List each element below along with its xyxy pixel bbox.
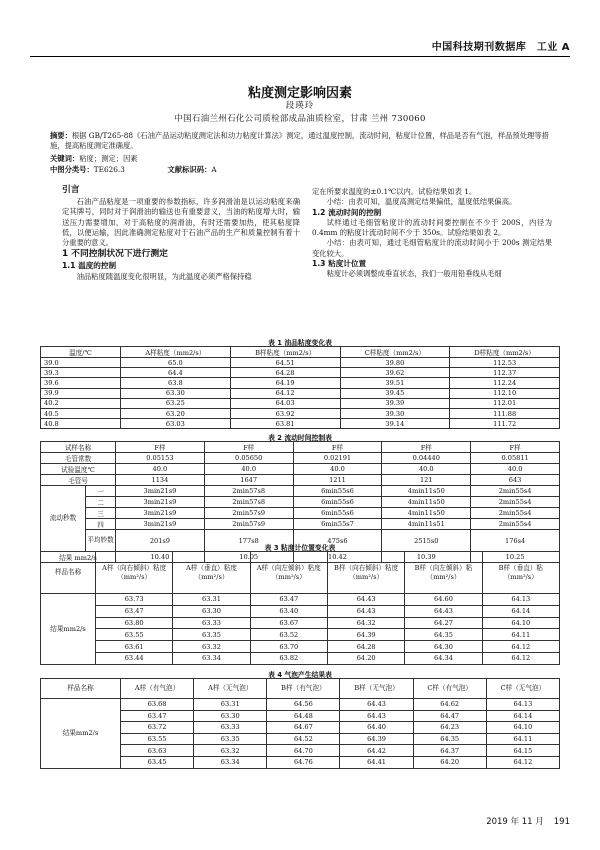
table3-header-row [41,552,560,594]
table1-cell: 63.20 [121,408,231,418]
section-1-1-text: 油品粘度随温度变化很明显，为此温度必须严格保持稳 [76,271,252,281]
table3-cell: 64.27 [405,617,482,629]
table3-cell: 63.61 [96,641,173,653]
table2-header-cell: F样 [204,442,293,453]
table2-cell: 3min21s9 [116,508,205,519]
table3-cell: 63.32 [173,641,250,653]
table1-header-cell: D样粘度（mm2/s） [450,347,560,358]
table1-cell: 112.10 [450,388,560,398]
table2-cell: 2515s0 [382,530,471,552]
table4-header-row [41,679,560,699]
table2-cell: 6min55s6 [293,508,382,519]
table2-cell: 10.40 [116,552,205,563]
table1-cell: 63.03 [121,419,231,429]
table1-cell: 39.9 [41,388,121,398]
section-1-2-summary: 小结：由表可知，通过毛细管粘度计的流动时间小于 200s 测定结果变化较大。 [312,238,552,258]
table3-cell: 63.73 [96,594,173,606]
table1-cell: 39.51 [340,378,450,388]
table1-cell: 39.30 [340,408,450,418]
table2-caption: 表 2 流动时间控制表 [268,434,332,442]
keywords [50,154,555,164]
table3-row [41,594,560,606]
table4-cell: 64.43 [340,710,413,722]
keywords-label: 关键词： [50,154,80,163]
table1-cell: 64.4 [121,368,231,378]
table4-cell: 64.14 [486,710,559,722]
table4-cell: 64.35 [413,733,486,745]
table4-cell: 63.72 [121,722,194,734]
table3-cell: 64.43 [327,605,404,617]
table4-header-cell: B样（无气泡） [340,679,413,699]
table2-cell: 40.0 [471,464,560,475]
table1-caption: 表 1 油品粘度变化表 [268,339,332,347]
doc-value: A [211,165,217,174]
table4-row-label: 结果mm2/s [41,699,121,769]
table3-cell: 63.33 [173,617,250,629]
table4-cell: 63.34 [194,756,267,768]
table3-row [41,605,560,617]
table2-flow-row [41,486,560,497]
table4-header-cell: C样（无气泡） [486,679,559,699]
table4-cell: 64.40 [340,722,413,734]
table3-header-cell: A样（向左倾斜）粘度（mm²/s） [250,552,327,594]
table2-cell: 475s6 [293,530,382,552]
table1-cell: 64.28 [230,368,340,378]
table1-cell: 112.37 [450,368,560,378]
table1-cell: 39.14 [340,419,450,429]
table3-cell: 63.67 [250,617,327,629]
table2-cell: 3min21s9 [116,486,205,497]
table3-cell: 64.14 [482,605,559,617]
table2-cell: 40.0 [116,464,205,475]
journal-header: 中国科技期刊数据库 工业 A [431,42,570,53]
table3-cell: 63.31 [173,594,250,606]
table2-cell: 10.25 [471,552,560,563]
table1-cell: 40.5 [41,408,121,418]
table4-cell: 64.20 [413,756,486,768]
table1-cell: 39.0 [41,358,121,368]
table1-cell: 64.12 [230,388,340,398]
table1-row [41,358,560,368]
table4-cell: 63.35 [194,733,267,745]
table3-cell: 64.43 [327,594,404,606]
table2-cell: 2min57s9 [204,519,293,530]
table3-header-cell: A样（向右倾斜）粘度（mm²/s） [96,552,173,594]
doc-label: 文献标识码： [167,165,212,174]
table3-cell: 64.12 [482,652,559,664]
table1-cell: 63.92 [230,408,340,418]
table3-cell: 64.11 [482,629,559,641]
table3-header-cell: B样（垂直）粘（mm²/s） [482,552,559,594]
table3 [40,551,560,665]
table4-cell: 64.41 [340,756,413,768]
table2-cell: 201s9 [116,530,205,552]
table3-cell: 64.60 [405,594,482,606]
table2-flow-row [41,519,560,530]
table4-cell: 64.76 [267,756,340,768]
table3-row-label: 结果mm2/s [41,594,96,665]
table2-flow-row [41,497,560,508]
table1-row [41,419,560,429]
table2-cell: 6min55s6 [293,486,382,497]
table4-header-cell: C样（有气泡） [413,679,486,699]
table2-cell: 2min57s8 [204,497,293,508]
table1-cell: 39.3 [41,368,121,378]
table3-cell: 63.30 [173,605,250,617]
section-1-3-heading: 1.3 粘度计位置 [312,259,367,269]
table2-header-cell: 试样名称 [41,442,116,453]
table4 [40,678,560,769]
table4-cell: 64.10 [486,722,559,734]
table1-cell: 39.80 [340,358,450,368]
table1-header-cell: 温度/℃ [41,347,121,358]
table2-cell: 3min21s9 [116,497,205,508]
table3-cell: 64.32 [327,617,404,629]
table4-cell: 64.15 [486,745,559,757]
table3-cell: 63.47 [250,594,327,606]
table3-header-cell: B样（向右倾斜）粘度（mm²/s） [327,552,404,594]
table3-row [41,629,560,641]
intro-heading: 引言 [62,185,80,195]
table1 [40,346,560,429]
table3-row [41,617,560,629]
table2-flow-sub: 二 [86,497,116,508]
table2-header-row [41,442,560,453]
table2-cell: 6min55s6 [293,497,382,508]
abstract [50,131,555,150]
table1-cell: 112.53 [450,358,560,368]
table3-cell: 63.70 [250,641,327,653]
table2-cell: 1211 [293,475,382,486]
table2-cell: 6min55s7 [293,519,382,530]
table1-cell: 39.39 [340,398,450,408]
table3-cell: 63.47 [96,605,173,617]
table2-cell: 2min57s8 [204,486,293,497]
table1-cell: 40.2 [41,398,121,408]
right-column [312,187,552,280]
table3-header-cell: A样（垂直）粘度（mm²/s） [173,552,250,594]
table1-row [41,378,560,388]
table3-cell: 64.20 [327,652,404,664]
table2-flow-sub: 一 [86,486,116,497]
table2-label-cell: 毛管常数 [41,453,116,464]
table2-cell: 10.05 [204,552,293,563]
table2-cell: 10.42 [293,552,382,563]
table2-avg-label: 平均妙数 [86,530,116,552]
table1-row [41,398,560,408]
table4-cell: 63.45 [121,756,194,768]
table3-caption: 表 3 粘度计位置变化表 [264,544,336,552]
table1-cell: 63.30 [121,388,231,398]
table2-cell: 176s4 [471,530,560,552]
table2-flow-sub: 三 [86,508,116,519]
table3-cell: 63.82 [250,652,327,664]
table1-row [41,388,560,398]
table1-cell: 112.24 [450,378,560,388]
table3-row [41,652,560,664]
table3-row [41,641,560,653]
table1-cell: 39.62 [340,368,450,378]
table3-cell: 63.34 [173,652,250,664]
table4-header-cell: 样品名称 [41,679,121,699]
table1-cell: 39.45 [340,388,450,398]
table4-cell: 63.63 [121,745,194,757]
table4-cell: 64.13 [486,699,559,711]
table2-cell: 4min11s50 [382,486,471,497]
table2-cell: 3min21s9 [116,519,205,530]
table4-cell: 64.11 [486,733,559,745]
table1-cell: 63.81 [230,419,340,429]
table3-cell: 64.43 [405,605,482,617]
table2-header-cell: F样 [116,442,205,453]
table2-header-cell: F样 [471,442,560,453]
table4-cell: 64.12 [486,756,559,768]
table2-cell: 643 [471,475,560,486]
table3-cell: 64.39 [327,629,404,641]
table3-cell: 63.52 [250,629,327,641]
table1-cell: 111.72 [450,419,560,429]
table4-header-cell: A样（有气泡） [121,679,194,699]
table1-cell: 64.51 [230,358,340,368]
table4-cell: 64.23 [413,722,486,734]
table1-cell: 64.03 [230,398,340,408]
table2-cell: 1134 [116,475,205,486]
table3-header-cell: 样品名称 [41,552,96,594]
table4-cell: 63.55 [121,733,194,745]
table2-cell: 1647 [204,475,293,486]
table2-row [41,475,560,486]
table3-cell: 64.28 [327,641,404,653]
table1-row [41,368,560,378]
table2-cell: 0.05650 [204,453,293,464]
table4-cell: 64.56 [267,699,340,711]
table2-header-cell: F样 [382,442,471,453]
table1-cell: 111.88 [450,408,560,418]
table1-cell: 63.25 [121,398,231,408]
section-1-2-heading: 1.2 流动时间的控制 [312,207,382,217]
table4-cell: 64.62 [413,699,486,711]
table1-cell: 40.8 [41,419,121,429]
table2-row [41,453,560,464]
table1-header-cell: B样粘度（mm2/s） [230,347,340,358]
table3-header-cell: B样（向左倾斜）粘（mm²/s） [405,552,482,594]
abstract-label: 摘要： [50,131,72,140]
table2-cell: 2min55s4 [471,508,560,519]
table3-cell: 63.44 [96,652,173,664]
table2-cell: 40.0 [204,464,293,475]
intro-text: 石油产品粘度是一项重要的参数指标，许多润滑油是以运动粘度来确定其牌号，同时对于润滑油的输送也有重要意义，当油的粘度增大时，输送压力需要增加，对于高粘度的润滑油，有时还需要加热，使其粘度降低，以便运输，因此准确测定粘度对于石油产品的生产和质量控制有着十分重要的意义。 [62,197,300,248]
table2-cell: 4min11s50 [382,497,471,508]
table2-cell: 10.39 [382,552,471,563]
table4-cell: 64.52 [267,733,340,745]
table4-cell: 63.31 [194,699,267,711]
table2-result-label: 结果 mm2/s [41,552,116,563]
table4-cell: 64.37 [413,745,486,757]
table1-cell: 112.01 [450,398,560,408]
issue-date: 2019 年 11 月 [486,817,544,827]
table4-caption: 表 4 气泡产生结果表 [268,671,332,679]
table4-cell: 63.30 [194,710,267,722]
abstract-text: 根据 GB/T265-88《石油产品运动粘度测定法和动力粘度计算法》测定，通过温度控制，流动时间，粘度计位置，样品是否有气泡，样品预处理等措施，提高粘度测定准确度。 [50,131,549,150]
table2-cell: 121 [382,475,471,486]
table2-cell: 4min11s50 [382,508,471,519]
table3-cell: 63.35 [173,629,250,641]
table1-header-cell: A样粘度（mm2/s） [121,347,231,358]
table2-cell: 2min57s9 [204,508,293,519]
section-1-1-continued: 定在所要求温度的±0.1℃以内。试验结果如表 1。 [312,187,477,196]
clc-value: TE626.3 [93,165,125,174]
section-1-heading: 1 不同控制状况下进行测定 [62,249,168,260]
article-title: 粘度测定影响因素 [247,86,352,101]
table2-flow-sub: 四 [86,519,116,530]
table4-cell: 64.67 [267,722,340,734]
table4-cell: 63.47 [121,710,194,722]
keywords-text: 粘度；测定；因素 [79,154,138,163]
table4-row [41,699,560,711]
table3-cell: 63.55 [96,629,173,641]
section-1-3-text: 粘度计必须调整成垂直状态，我们一般用铅垂线从毛细 [326,269,502,279]
table4-cell: 64.48 [267,710,340,722]
table2-row [41,464,560,475]
affiliation: 中国石油兰州石化公司质检部成品油质检室，甘肃 兰州 730060 [174,114,426,124]
table1-cell: 39.6 [41,378,121,388]
table3-cell: 64.35 [405,629,482,641]
table4-cell: 63.68 [121,699,194,711]
table3-cell: 64.34 [405,652,482,664]
table4-cell: 63.32 [194,745,267,757]
table2-cell: 4min11s51 [382,519,471,530]
table1-header-cell: C样粘度（mm2/s） [340,347,450,358]
section-1-2-text: 试样通过毛细管粘度计的流动时间要控制在不少于 200S，内径为 0.4mm 的粘度计流动时间不少于 350s。试验结果如表 2。 [312,217,552,238]
table4-cell: 64.42 [340,745,413,757]
table4-cell: 64.47 [413,710,486,722]
table3-cell: 63.40 [250,605,327,617]
section-1-1-heading: 1.1 温度的控制 [62,261,117,271]
clc-label: 中图分类号： [50,165,94,174]
table2-flow-label: 流动秒数 [41,486,86,552]
table2-cell: 40.0 [293,464,382,475]
table4-header-cell: B样（有气泡） [267,679,340,699]
table4-cell: 64.39 [340,733,413,745]
classification [50,165,555,175]
table4-cell: 63.33 [194,722,267,734]
table2-header-cell: F样 [293,442,382,453]
table3-cell: 63.80 [96,617,173,629]
table2-cell: 0.05811 [471,453,560,464]
table3-cell: 64.30 [405,641,482,653]
table4-header-cell: A样（无气泡） [194,679,267,699]
page-number: 191 [553,817,570,827]
section-1-1-summary: 小结：由表可知，温度高测定结果偏低，温度低结果偏高。 [326,197,517,207]
table2-cell: 177s8 [204,530,293,552]
table4-cell: 64.70 [267,745,340,757]
page-footer [476,815,570,827]
table1-row [41,408,560,418]
table2-cell: 2min55s4 [471,486,560,497]
author: 段瑛玲 [285,101,315,111]
table2-cell: 40.0 [382,464,471,475]
table3-cell: 64.13 [482,594,559,606]
table2-cell: 2min55s4 [471,519,560,530]
table2-cell: 0.02191 [293,453,382,464]
table2-label-cell: 试验温度℃ [41,464,116,475]
table2-flow-row [41,508,560,519]
table4-cell: 64.43 [340,699,413,711]
left-column [62,184,300,282]
table2-cell: 2min55s4 [471,497,560,508]
table1-cell: 64.19 [230,378,340,388]
table1-header-row [41,347,560,358]
table3-cell: 64.12 [482,641,559,653]
table2-label-cell: 毛管号 [41,475,116,486]
table1-cell: 63.8 [121,378,231,388]
header-rule [30,56,570,57]
table2-cell: 0.04440 [382,453,471,464]
table3-cell: 64.10 [482,617,559,629]
table2-cell: 0.05153 [116,453,205,464]
table1-cell: 65.0 [121,358,231,368]
